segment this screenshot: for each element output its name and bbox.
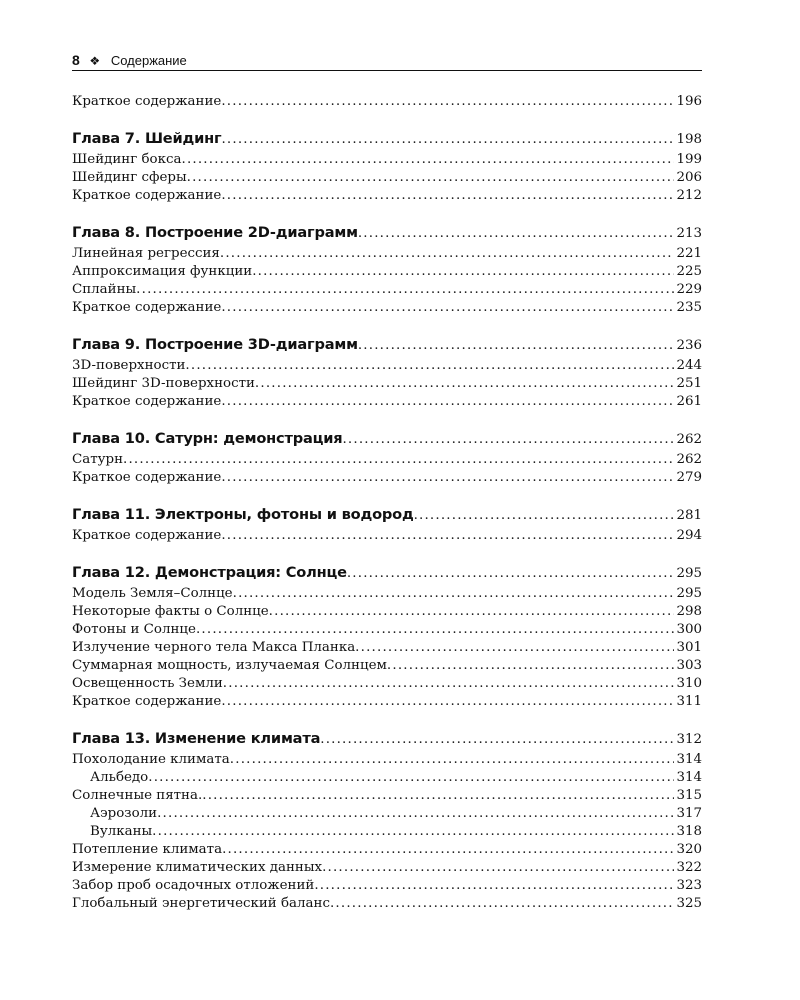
toc-page-number: 196 xyxy=(676,94,702,109)
toc-label: Краткое содержание xyxy=(72,528,222,543)
dot-leader xyxy=(414,506,675,526)
toc-chapter[interactable] xyxy=(72,223,702,243)
toc-page-number: 301 xyxy=(676,640,702,655)
dot-leader xyxy=(220,245,675,263)
toc-label: Сатурн xyxy=(72,452,124,467)
toc-page-number: 314 xyxy=(676,770,702,785)
toc-chapter[interactable] xyxy=(72,729,702,749)
dot-leader xyxy=(221,299,674,317)
toc-entry[interactable] xyxy=(72,621,702,639)
toc-label: Аэрозоли xyxy=(90,806,158,821)
toc-page-number: 303 xyxy=(676,658,702,673)
toc-page-number: 298 xyxy=(676,604,702,619)
toc-label: Излучение черного тела Макса Планка xyxy=(72,640,356,655)
dot-leader xyxy=(222,841,674,859)
toc-entry[interactable] xyxy=(72,895,702,913)
toc-subentry[interactable] xyxy=(72,805,702,823)
dot-leader xyxy=(202,787,674,805)
toc-page-number: 295 xyxy=(676,566,702,581)
dot-leader xyxy=(181,151,674,169)
toc-label: Забор проб осадочных отложений xyxy=(72,878,315,893)
dot-leader xyxy=(148,769,674,787)
dot-leader xyxy=(387,657,675,675)
toc-page-number: 310 xyxy=(676,676,702,691)
running-header xyxy=(72,52,702,72)
dot-leader xyxy=(233,585,675,603)
toc-label: Глава 10. Сатурн: демонстрация xyxy=(72,430,343,447)
dot-leader xyxy=(269,603,675,621)
toc-label: Измерение климатических данных xyxy=(72,860,323,875)
toc-page-number: 322 xyxy=(676,860,702,875)
toc-page-number: 311 xyxy=(676,694,702,709)
toc-label: Суммарная мощность, излучаемая Солнцем xyxy=(72,658,387,673)
dot-leader xyxy=(136,281,674,299)
toc-entry[interactable] xyxy=(72,585,702,603)
table-of-contents xyxy=(72,93,702,913)
toc-page-number: 236 xyxy=(676,338,702,353)
toc-page-number: 221 xyxy=(676,246,702,261)
dot-leader xyxy=(185,357,674,375)
dot-leader xyxy=(152,823,674,841)
dot-leader xyxy=(330,895,674,913)
toc-label: Глава 13. Изменение климата xyxy=(72,730,321,747)
toc-page-number: 244 xyxy=(676,358,702,373)
toc-label: Солнечные пятна. xyxy=(72,788,203,803)
toc-page-number: 318 xyxy=(676,824,702,839)
toc-entry[interactable] xyxy=(72,657,702,675)
dot-leader xyxy=(347,564,675,584)
toc-label: Глава 8. Построение 2D-диаграмм xyxy=(72,224,358,241)
toc-page-number: 206 xyxy=(676,170,702,185)
dot-leader xyxy=(314,877,674,895)
toc-entry[interactable] xyxy=(72,877,702,895)
toc-page-number: 229 xyxy=(676,282,702,297)
toc-label: Некоторые факты о Солнце xyxy=(72,604,269,619)
toc-page-number: 315 xyxy=(676,788,702,803)
toc-entry[interactable] xyxy=(72,245,702,263)
toc-page-number: 262 xyxy=(676,432,702,447)
toc-entry[interactable] xyxy=(72,393,702,411)
dot-leader xyxy=(320,730,674,750)
toc-entry[interactable] xyxy=(72,281,702,299)
toc-page-number: 199 xyxy=(676,152,702,167)
toc-label: Модель Земля–Солнце xyxy=(72,586,233,601)
toc-label: Аппроксимация функции xyxy=(72,264,253,279)
toc-page-number: 317 xyxy=(676,806,702,821)
toc-page-number: 261 xyxy=(676,394,702,409)
dot-leader xyxy=(223,675,675,693)
toc-label: Краткое содержание xyxy=(72,188,222,203)
toc-entry[interactable] xyxy=(72,263,702,281)
toc-entry[interactable] xyxy=(72,693,702,711)
toc-label: Шейдинг 3D-поверхности xyxy=(72,376,255,391)
toc-label: Краткое содержание xyxy=(72,94,222,109)
toc-label: Линейная регрессия xyxy=(72,246,220,261)
toc-chapter[interactable] xyxy=(72,563,702,583)
toc-label: Глава 12. Демонстрация: Солнце xyxy=(72,564,347,581)
header-title: Содержание xyxy=(110,53,187,68)
header-divider xyxy=(72,70,702,71)
toc-page-number: 323 xyxy=(676,878,702,893)
dot-leader xyxy=(358,336,675,356)
toc-entry[interactable] xyxy=(72,375,702,393)
toc-label: Фотоны и Солнце xyxy=(72,622,196,637)
toc-entry[interactable] xyxy=(72,675,702,693)
dot-leader xyxy=(255,375,675,393)
toc-page-number: 320 xyxy=(676,842,702,857)
toc-entry[interactable] xyxy=(72,639,702,657)
toc-label: 3D-поверхности xyxy=(72,358,186,373)
toc-page-number: 251 xyxy=(676,376,702,391)
toc-page-number: 213 xyxy=(676,226,702,241)
dot-leader xyxy=(221,469,674,487)
dot-leader xyxy=(358,224,675,244)
toc-entry[interactable] xyxy=(72,299,702,317)
toc-page-number: 325 xyxy=(676,896,702,911)
toc-page-number: 198 xyxy=(676,132,702,147)
ornament-icon: ❖ xyxy=(89,54,101,68)
toc-page-number: 312 xyxy=(676,732,702,747)
toc-page-number: 235 xyxy=(676,300,702,315)
toc-entry[interactable] xyxy=(72,151,702,169)
toc-label: Глава 11. Электроны, фотоны и водород xyxy=(72,506,414,523)
toc-label: Освещенность Земли xyxy=(72,676,223,691)
page-number: 8 xyxy=(72,52,80,68)
toc-label: Шейдинг сферы xyxy=(72,170,187,185)
toc-label: Краткое содержание xyxy=(72,470,222,485)
toc-entry[interactable] xyxy=(72,859,702,877)
dot-leader xyxy=(221,187,674,205)
dot-leader xyxy=(221,93,674,111)
dot-leader xyxy=(187,169,675,187)
toc-page-number: 281 xyxy=(676,508,702,523)
toc-entry[interactable] xyxy=(72,603,702,621)
toc-page-number: 294 xyxy=(676,528,702,543)
dot-leader xyxy=(221,693,674,711)
toc-page-number: 314 xyxy=(676,752,702,767)
toc-label: Глобальный энергетический баланс xyxy=(72,896,330,911)
toc-subentry[interactable] xyxy=(72,769,702,787)
toc-chapter[interactable] xyxy=(72,129,702,149)
toc-entry[interactable] xyxy=(72,469,702,487)
dot-leader xyxy=(221,130,674,150)
dot-leader xyxy=(196,621,674,639)
toc-label: Краткое содержание xyxy=(72,694,222,709)
toc-label: Глава 9. Построение 3D-диаграмм xyxy=(72,336,358,353)
toc-page-number: 279 xyxy=(676,470,702,485)
toc-chapter[interactable] xyxy=(72,335,702,355)
dot-leader xyxy=(355,639,674,657)
toc-chapter[interactable] xyxy=(72,505,702,525)
toc-label: Шейдинг бокса xyxy=(72,152,182,167)
toc-label: Краткое содержание xyxy=(72,394,222,409)
dot-leader xyxy=(221,527,674,545)
toc-label: Альбедо xyxy=(90,770,149,785)
dot-leader xyxy=(157,805,674,823)
toc-entry[interactable] xyxy=(72,527,702,545)
toc-entry[interactable] xyxy=(72,841,702,859)
toc-label: Сплайны xyxy=(72,282,137,297)
toc-label: Глава 7. Шейдинг xyxy=(72,130,222,147)
toc-page-number: 300 xyxy=(676,622,702,637)
toc-entry[interactable] xyxy=(72,187,702,205)
dot-leader xyxy=(252,263,674,281)
dot-leader xyxy=(230,751,675,769)
toc-entry[interactable] xyxy=(72,787,702,805)
toc-page-number: 212 xyxy=(676,188,702,203)
toc-entry[interactable] xyxy=(72,451,702,469)
toc-label: Потепление климата xyxy=(72,842,223,857)
dot-leader xyxy=(322,859,674,877)
toc-entry[interactable] xyxy=(72,751,702,769)
toc-label: Вулканы xyxy=(90,824,153,839)
dot-leader xyxy=(342,430,674,450)
toc-entry[interactable] xyxy=(72,93,702,111)
toc-label: Краткое содержание xyxy=(72,300,222,315)
toc-page-number: 295 xyxy=(676,586,702,601)
toc-entry[interactable] xyxy=(72,357,702,375)
toc-label: Похолодание климата xyxy=(72,752,230,767)
toc-entry[interactable] xyxy=(72,169,702,187)
toc-page-number: 225 xyxy=(676,264,702,279)
dot-leader xyxy=(123,451,674,469)
toc-subentry[interactable] xyxy=(72,823,702,841)
dot-leader xyxy=(221,393,674,411)
toc-chapter[interactable] xyxy=(72,429,702,449)
toc-page-number: 262 xyxy=(676,452,702,467)
